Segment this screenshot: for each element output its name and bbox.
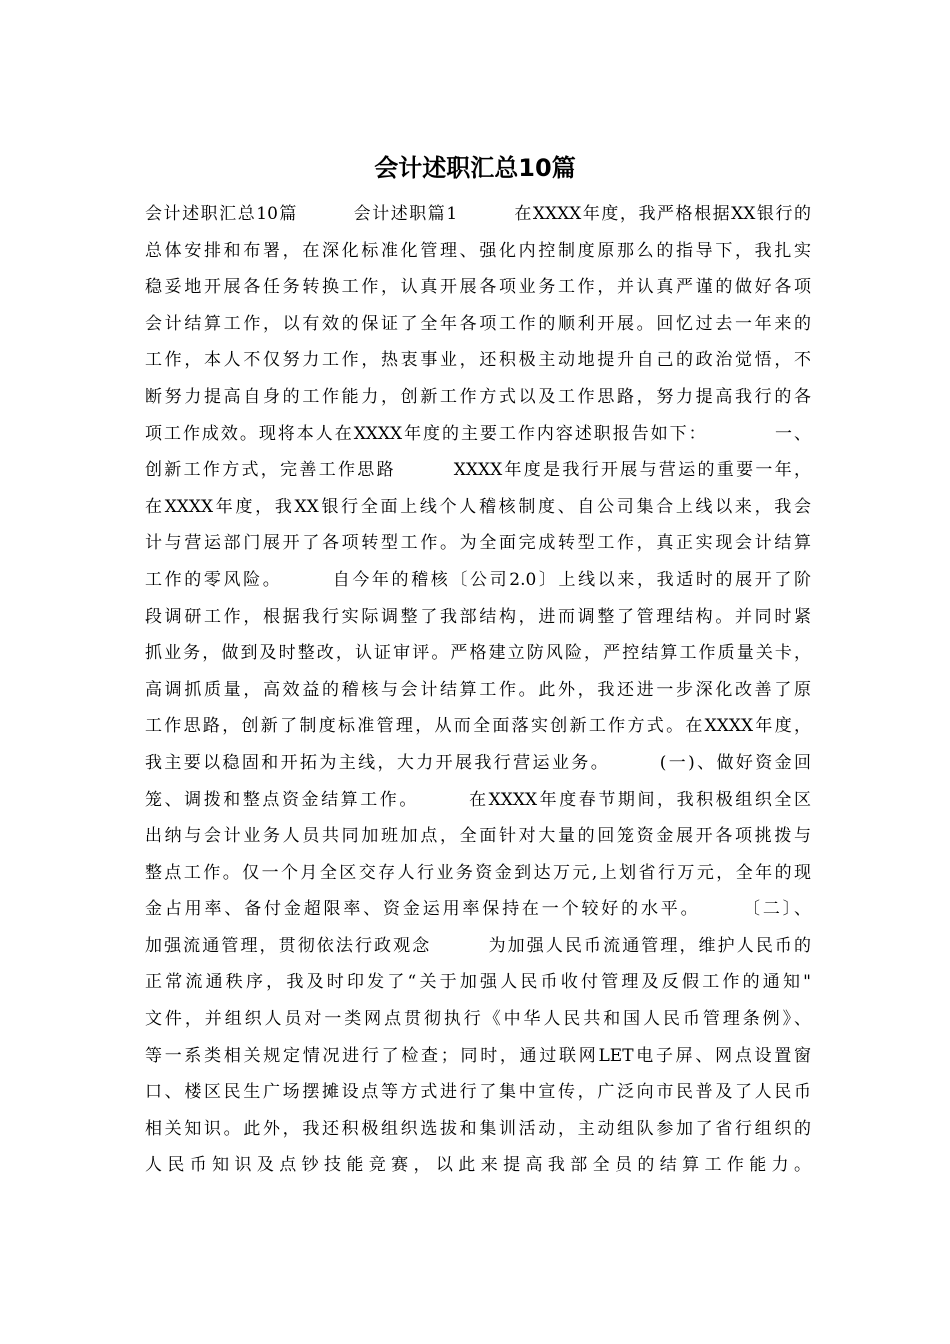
body-line: 总体安排和布署，在深化标准化管理、强化内控制度原那么的指导下，我扎实 [145, 240, 811, 261]
body-line: 创新工作方式，完善工作思路 XXXX年度是我行开展与营运的重要一年， [145, 460, 811, 481]
body-line: 会计述职汇总10篇 会计述职篇1 在XXXX年度，我严格根据XX银行的 [145, 204, 811, 224]
body-line: 高调抓质量，高效益的稽核与会计结算工作。此外，我还进一步深化改善了原 [145, 679, 811, 700]
body-line: 工作，本人不仅努力工作，热衷事业，还积极主动地提升自己的政治觉悟，不 [145, 350, 811, 371]
body-line: 工作思路，创新了制度标准管理，从而全面落实创新工作方式。在XXXX年度， [145, 716, 811, 737]
body-line: 段调研工作，根据我行实际调整了我部结构，进而调整了管理结构。并同时紧 [145, 606, 811, 627]
body-line: 相关知识。此外，我还积极组织选拔和集训活动，主动组队参加了省行组织的 [145, 1118, 811, 1139]
body-line: 我主要以稳固和开拓为主线，大力开展我行营运业务。 (一)、做好资金回 [145, 752, 811, 773]
document-title: 会计述职汇总10篇 [374, 154, 576, 182]
body-line: 口、楼区民生广场摆摊设点等方式进行了集中宣传，广泛向市民普及了人民币 [145, 1082, 811, 1103]
body-line: 文件，并组织人员对一类网点贯彻执行《中华人民共和国人民币管理条例》、 [145, 1009, 811, 1030]
body-line: 等一系类相关规定情况进行了检查；同时，通过联网LET电子屏、网点设置窗 [145, 1045, 811, 1066]
body-line: 加强流通管理，贯彻依法行政观念 为加强人民币流通管理，维护人民币的 [145, 935, 811, 956]
body-line: 工作的零风险。 自今年的稽核〔公司2.0〕上线以来，我适时的展开了阶 [145, 569, 811, 590]
document-body [145, 196, 811, 1184]
body-line: 项工作成效。现将本人在XXXX年度的主要工作内容述职报告如下： 一、 [145, 423, 811, 444]
body-line: 人民币知识及点钞技能竞赛，以此来提高我部全员的结算工作能力。 [145, 1155, 811, 1176]
body-line: 稳妥地开展各任务转换工作，认真开展各项业务工作，并认真严谨的做好各项 [145, 277, 811, 298]
body-line: 出纳与会计业务人员共同加班加点，全面针对大量的回笼资金展开各项挑拨与 [145, 826, 811, 847]
body-line: 计与营运部门展开了各项转型工作。为全面完成转型工作，真正实现会计结算 [145, 533, 811, 554]
body-line: 正常流通秩序，我及时印发了“关于加强人民币收付管理及反假工作的通知" [145, 972, 811, 993]
body-line: 整点工作。仅一个月全区交存人行业务资金到达万元,上划省行万元，全年的现 [145, 862, 811, 883]
body-line: 断努力提高自身的工作能力，创新工作方式以及工作思路，努力提高我行的各 [145, 386, 811, 407]
body-line: 在XXXX年度，我XX银行全面上线个人稽核制度、自公司集合上线以来，我会 [145, 496, 811, 517]
body-line: 笼、调拨和整点资金结算工作。 在XXXX年度春节期间，我积极组织全区 [145, 789, 811, 810]
body-line: 抓业务，做到及时整改，认证审评。严格建立防风险，严控结算工作质量关卡， [145, 643, 811, 664]
body-line: 金占用率、备付金超限率、资金运用率保持在一个较好的水平。 〔二〕、 [145, 899, 811, 920]
body-line: 会计结算工作，以有效的保证了全年各项工作的顺利开展。回忆过去一年来的 [145, 313, 811, 334]
